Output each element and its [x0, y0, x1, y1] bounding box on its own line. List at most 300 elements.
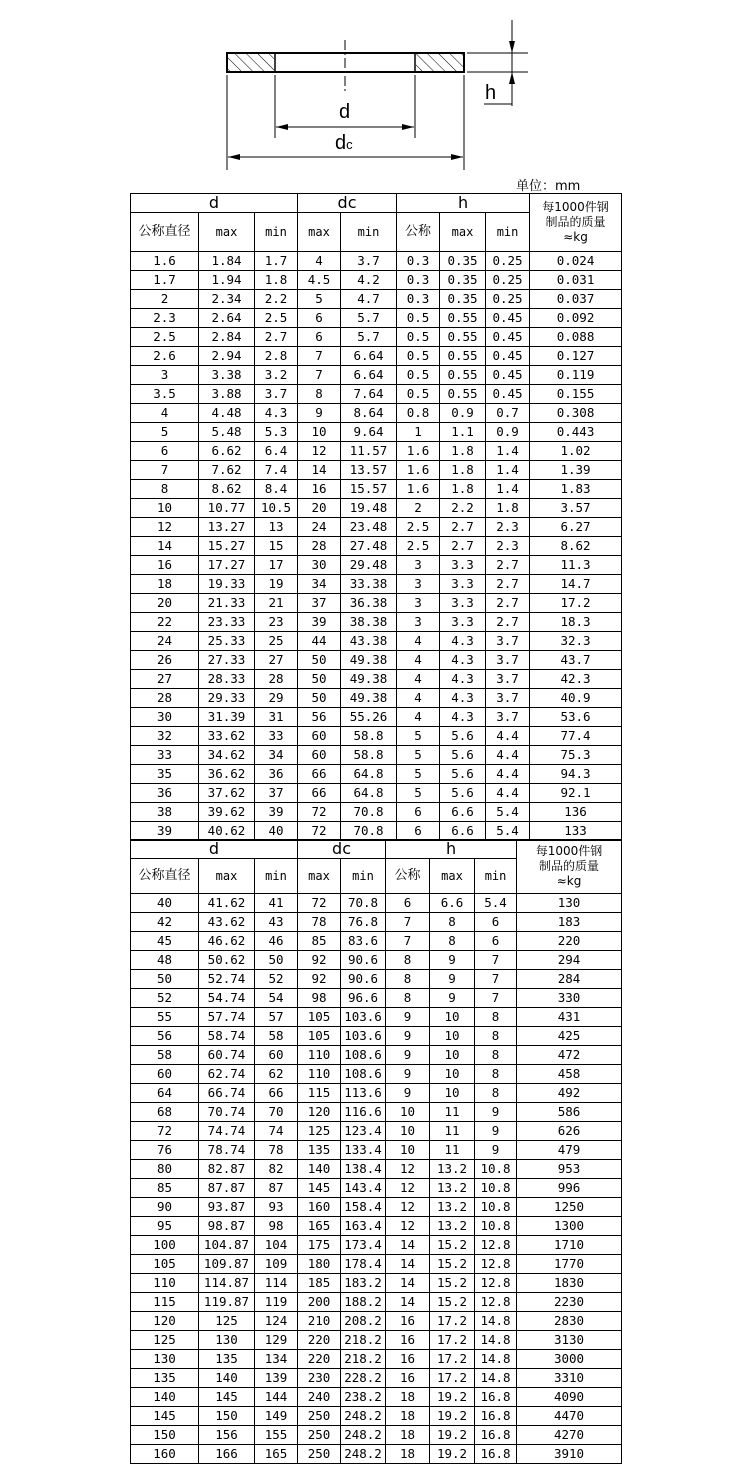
table-cell: 32.3 [530, 632, 622, 651]
table-cell: 10 [430, 1008, 475, 1027]
table-cell: 6.64 [341, 366, 397, 385]
table-row [131, 1198, 622, 1217]
washer-drawing [0, 0, 750, 192]
table-cell: 90 [131, 1198, 199, 1217]
table-cell: 98 [255, 1217, 298, 1236]
table-cell: 72 [298, 803, 341, 822]
table-cell: 2.6 [131, 347, 199, 366]
table-cell: 14 [131, 537, 199, 556]
table-cell: 16 [386, 1331, 430, 1350]
washer-table-2 [130, 839, 622, 1464]
table-cell: 6 [131, 442, 199, 461]
table-cell: 9 [386, 1046, 430, 1065]
table-cell: 185 [298, 1274, 341, 1293]
table-cell: 3.3 [440, 594, 486, 613]
table-cell: 17.2 [430, 1369, 475, 1388]
table-cell: 2.64 [199, 309, 255, 328]
table-cell: 2.34 [199, 290, 255, 309]
table-cell: 5.4 [486, 803, 530, 822]
table-cell: 183.2 [341, 1274, 386, 1293]
table-cell: 70.8 [341, 894, 386, 913]
table-cell: 13.2 [430, 1160, 475, 1179]
table-cell: 11 [430, 1141, 475, 1160]
table-cell: 1.8 [255, 271, 298, 290]
table-cell: 1300 [517, 1217, 622, 1236]
table-cell: 2 [131, 290, 199, 309]
header-h-nominal: 公称 [386, 859, 430, 894]
table-cell: 34.62 [199, 746, 255, 765]
table-cell: 17.2 [430, 1312, 475, 1331]
table-cell: 2.2 [255, 290, 298, 309]
table-cell: 1.4 [486, 442, 530, 461]
table-cell: 34 [255, 746, 298, 765]
table-cell: 144 [255, 1388, 298, 1407]
table-row [131, 1331, 622, 1350]
table-cell: 149 [255, 1407, 298, 1426]
table-row [131, 1160, 622, 1179]
table-cell: 37 [255, 784, 298, 803]
table-cell: 0.031 [530, 271, 622, 290]
table-row [131, 989, 622, 1008]
table-cell: 37.62 [199, 784, 255, 803]
table-cell: 93 [255, 1198, 298, 1217]
table-row [131, 537, 622, 556]
table-row [131, 252, 622, 271]
table-cell: 0.55 [440, 328, 486, 347]
table-cell: 218.2 [341, 1350, 386, 1369]
table-cell: 11.3 [530, 556, 622, 575]
table-row [131, 309, 622, 328]
table-cell: 35 [131, 765, 199, 784]
table-cell: 23.48 [341, 518, 397, 537]
table-cell: 1.83 [530, 480, 622, 499]
table-cell: 36.38 [341, 594, 397, 613]
table-cell: 4.48 [199, 404, 255, 423]
table-cell: 133 [530, 822, 622, 841]
table-cell: 43.62 [199, 913, 255, 932]
table-cell: 16.8 [475, 1407, 517, 1426]
table-row [131, 632, 622, 651]
table-cell: 10 [430, 1046, 475, 1065]
table-cell: 36 [255, 765, 298, 784]
table-cell: 2.3 [131, 309, 199, 328]
table-cell: 10 [131, 499, 199, 518]
header-nominal-d: 公称直径 [131, 859, 199, 894]
table-cell: 9 [386, 1065, 430, 1084]
table-cell: 60 [255, 1046, 298, 1065]
table-cell: 12.8 [475, 1236, 517, 1255]
header-d: d [131, 194, 298, 213]
table-row [131, 689, 622, 708]
table-cell: 105 [298, 1008, 341, 1027]
table-cell: 22 [131, 613, 199, 632]
table-cell: 1.84 [199, 252, 255, 271]
table-cell: 33.38 [341, 575, 397, 594]
table-cell: 12.8 [475, 1293, 517, 1312]
table-cell: 58.8 [341, 746, 397, 765]
table-cell: 15.57 [341, 480, 397, 499]
table-cell: 15.2 [430, 1236, 475, 1255]
table-cell: 92.1 [530, 784, 622, 803]
table-cell: 0.25 [486, 290, 530, 309]
table-cell: 3310 [517, 1369, 622, 1388]
table-cell: 14.8 [475, 1331, 517, 1350]
table-cell: 626 [517, 1122, 622, 1141]
table-cell: 425 [517, 1027, 622, 1046]
table-cell: 220 [517, 932, 622, 951]
table-cell: 15.2 [430, 1293, 475, 1312]
table-cell: 58 [131, 1046, 199, 1065]
table-cell: 76.8 [341, 913, 386, 932]
table-cell: 4.7 [341, 290, 397, 309]
table-cell: 12.8 [475, 1255, 517, 1274]
table-cell: 16.8 [475, 1445, 517, 1464]
table-cell: 1250 [517, 1198, 622, 1217]
header-dc-min: min [341, 859, 386, 894]
table-cell: 38 [131, 803, 199, 822]
table-cell: 40 [131, 894, 199, 913]
table-cell: 43.38 [341, 632, 397, 651]
table-cell: 1.6 [131, 252, 199, 271]
table-cell: 330 [517, 989, 622, 1008]
table-cell: 4.5 [298, 271, 341, 290]
header-h-min: min [475, 859, 517, 894]
table-cell: 14 [386, 1274, 430, 1293]
table-cell: 11.57 [341, 442, 397, 461]
table-cell: 45 [131, 932, 199, 951]
table-row [131, 784, 622, 803]
table-cell: 98.87 [199, 1217, 255, 1236]
table-row [131, 423, 622, 442]
header-h: h [386, 840, 517, 859]
table-row [131, 670, 622, 689]
table-cell: 77.4 [530, 727, 622, 746]
table-cell: 66 [298, 765, 341, 784]
table-cell: 7 [131, 461, 199, 480]
table-cell: 20 [131, 594, 199, 613]
table-row [131, 1065, 622, 1084]
table-cell: 0.45 [486, 328, 530, 347]
table-cell: 3.7 [486, 632, 530, 651]
table-cell: 4.3 [440, 708, 486, 727]
table-cell: 3.7 [341, 252, 397, 271]
table-cell: 4.3 [440, 651, 486, 670]
table-row [131, 556, 622, 575]
header-d: d [131, 840, 298, 859]
table-cell: 49.38 [341, 670, 397, 689]
table-cell: 24 [298, 518, 341, 537]
table-cell: 123.4 [341, 1122, 386, 1141]
table-row [131, 651, 622, 670]
table-cell: 5 [397, 746, 440, 765]
table-cell: 108.6 [341, 1046, 386, 1065]
table-cell: 124 [255, 1312, 298, 1331]
table-cell: 0.5 [397, 328, 440, 347]
table-cell: 13.2 [430, 1179, 475, 1198]
table-cell: 0.55 [440, 347, 486, 366]
table-cell: 220 [298, 1331, 341, 1350]
table-cell: 10.77 [199, 499, 255, 518]
table-cell: 64.8 [341, 765, 397, 784]
table-cell: 0.092 [530, 309, 622, 328]
table-row [131, 1084, 622, 1103]
table-cell: 0.45 [486, 385, 530, 404]
table-cell: 3.7 [486, 689, 530, 708]
table-cell: 183 [517, 913, 622, 932]
table-cell: 30 [298, 556, 341, 575]
table-cell: 4.3 [440, 670, 486, 689]
table-cell: 10 [430, 1065, 475, 1084]
table-cell: 125 [131, 1331, 199, 1350]
table-cell: 14.8 [475, 1312, 517, 1331]
table-cell: 3.57 [530, 499, 622, 518]
table-cell: 17.2 [530, 594, 622, 613]
table-cell: 953 [517, 1160, 622, 1179]
table-cell: 134 [255, 1350, 298, 1369]
table-cell: 1.8 [440, 442, 486, 461]
table-cell: 83.6 [341, 932, 386, 951]
washer-hatch-right [416, 54, 463, 71]
table-cell: 50 [298, 689, 341, 708]
table-cell: 119.87 [199, 1293, 255, 1312]
table-cell: 56 [131, 1027, 199, 1046]
table-cell: 0.119 [530, 366, 622, 385]
table-row [131, 404, 622, 423]
table-cell: 27 [131, 670, 199, 689]
dc-label: dc [335, 132, 353, 154]
table-cell: 16 [386, 1350, 430, 1369]
table-cell: 15 [255, 537, 298, 556]
table-cell: 80 [131, 1160, 199, 1179]
table-cell: 7 [386, 932, 430, 951]
table-cell: 72 [298, 894, 341, 913]
table-cell: 9 [430, 951, 475, 970]
table-row [131, 1236, 622, 1255]
table-cell: 16 [386, 1312, 430, 1331]
table-cell: 36 [131, 784, 199, 803]
table-cell: 26 [131, 651, 199, 670]
table-row [131, 385, 622, 404]
table-cell: 1.6 [397, 480, 440, 499]
header-dc-max: max [298, 859, 341, 894]
table-cell: 103.6 [341, 1027, 386, 1046]
table-cell: 7 [475, 970, 517, 989]
table-cell: 14 [386, 1293, 430, 1312]
table-cell: 28.33 [199, 670, 255, 689]
table-cell: 27.48 [341, 537, 397, 556]
table-cell: 19.33 [199, 575, 255, 594]
table-cell: 8 [430, 932, 475, 951]
table-cell: 7.64 [341, 385, 397, 404]
table-cell: 19.2 [430, 1407, 475, 1426]
table-cell: 2.7 [486, 613, 530, 632]
table-cell: 160 [131, 1445, 199, 1464]
table-cell: 6.6 [430, 894, 475, 913]
table-cell: 12 [386, 1160, 430, 1179]
table-cell: 20 [298, 499, 341, 518]
table-cell: 3 [397, 556, 440, 575]
table-cell: 130 [131, 1350, 199, 1369]
table-cell: 74.74 [199, 1122, 255, 1141]
table-cell: 19.2 [430, 1445, 475, 1464]
table-cell: 90.6 [341, 951, 386, 970]
table-cell: 14 [386, 1236, 430, 1255]
table-cell: 135 [199, 1350, 255, 1369]
table-cell: 58.8 [341, 727, 397, 746]
table-cell: 1.7 [255, 252, 298, 271]
table-cell: 8 [386, 989, 430, 1008]
table-cell: 0.55 [440, 385, 486, 404]
table-cell: 3.88 [199, 385, 255, 404]
table-cell: 135 [298, 1141, 341, 1160]
table-cell: 30 [131, 708, 199, 727]
table-cell: 92 [298, 951, 341, 970]
table-cell: 18.3 [530, 613, 622, 632]
table-cell: 49.38 [341, 651, 397, 670]
table-cell: 93.87 [199, 1198, 255, 1217]
table-cell: 23 [255, 613, 298, 632]
table-cell: 2.94 [199, 347, 255, 366]
table-row [131, 328, 622, 347]
table-cell: 3.7 [255, 385, 298, 404]
table-cell: 0.037 [530, 290, 622, 309]
table-row [131, 442, 622, 461]
table-cell: 36.62 [199, 765, 255, 784]
table-cell: 9 [430, 989, 475, 1008]
table-cell: 7 [298, 347, 341, 366]
table-cell: 4 [131, 404, 199, 423]
table-cell: 42 [131, 913, 199, 932]
table-cell: 120 [298, 1103, 341, 1122]
table-cell: 0.308 [530, 404, 622, 423]
table-cell: 12 [298, 442, 341, 461]
table-cell: 0.8 [397, 404, 440, 423]
table-cell: 0.45 [486, 347, 530, 366]
table-cell: 145 [131, 1407, 199, 1426]
table-cell: 492 [517, 1084, 622, 1103]
table-cell: 62 [255, 1065, 298, 1084]
header-dc: dc [298, 194, 397, 213]
table-cell: 1710 [517, 1236, 622, 1255]
table-cell: 54 [255, 989, 298, 1008]
table-cell: 68 [131, 1103, 199, 1122]
table-cell: 165 [298, 1217, 341, 1236]
table-cell: 74 [255, 1122, 298, 1141]
table-cell: 2.7 [486, 594, 530, 613]
table-row [131, 727, 622, 746]
table-cell: 33 [255, 727, 298, 746]
table-cell: 8 [475, 1008, 517, 1027]
table-cell: 150 [199, 1407, 255, 1426]
table-cell: 4.4 [486, 784, 530, 803]
table-cell: 8 [131, 480, 199, 499]
table-cell: 4.4 [486, 727, 530, 746]
table-cell: 1.4 [486, 480, 530, 499]
table-cell: 431 [517, 1008, 622, 1027]
header-d-min: min [255, 859, 298, 894]
table-cell: 25.33 [199, 632, 255, 651]
table-cell: 17 [255, 556, 298, 575]
table-cell: 8 [475, 1084, 517, 1103]
table-cell: 2830 [517, 1312, 622, 1331]
washer-hatch-left [228, 54, 274, 71]
table-cell: 110 [298, 1046, 341, 1065]
table-cell: 5.48 [199, 423, 255, 442]
table-cell: 3130 [517, 1331, 622, 1350]
table-cell: 15.2 [430, 1255, 475, 1274]
table-cell: 9 [298, 404, 341, 423]
table-cell: 140 [199, 1369, 255, 1388]
table-cell: 230 [298, 1369, 341, 1388]
table-cell: 10 [430, 1027, 475, 1046]
table-cell: 178.4 [341, 1255, 386, 1274]
table-row [131, 746, 622, 765]
table-cell: 41.62 [199, 894, 255, 913]
table-cell: 105 [298, 1027, 341, 1046]
table-cell: 66.74 [199, 1084, 255, 1103]
table-cell: 32 [131, 727, 199, 746]
table-row [131, 480, 622, 499]
table-row [131, 1103, 622, 1122]
table-cell: 173.4 [341, 1236, 386, 1255]
table-row [131, 613, 622, 632]
header-d-max: max [199, 213, 255, 252]
table-row [131, 951, 622, 970]
table-cell: 9 [475, 1122, 517, 1141]
table-cell: 57 [255, 1008, 298, 1027]
table-cell: 78 [298, 913, 341, 932]
table-cell: 27.33 [199, 651, 255, 670]
table-cell: 0.5 [397, 347, 440, 366]
table-row [131, 499, 622, 518]
table-cell: 43 [255, 913, 298, 932]
table-cell: 2.8 [255, 347, 298, 366]
table-cell: 5 [397, 784, 440, 803]
table-cell: 114.87 [199, 1274, 255, 1293]
table-cell: 139 [255, 1369, 298, 1388]
table-cell: 104.87 [199, 1236, 255, 1255]
table-cell: 10.8 [475, 1160, 517, 1179]
table-cell: 85 [298, 932, 341, 951]
table-cell: 60 [131, 1065, 199, 1084]
table-1-body [131, 252, 622, 841]
table-cell: 78.74 [199, 1141, 255, 1160]
table-cell: 13.27 [199, 518, 255, 537]
table-cell: 8 [298, 385, 341, 404]
table-cell: 44 [298, 632, 341, 651]
table-cell: 13.57 [341, 461, 397, 480]
table-cell: 0.35 [440, 271, 486, 290]
table-cell: 57.74 [199, 1008, 255, 1027]
table-cell: 11 [430, 1122, 475, 1141]
table-cell: 586 [517, 1103, 622, 1122]
table-row [131, 970, 622, 989]
table-cell: 14 [386, 1255, 430, 1274]
table-cell: 0.35 [440, 252, 486, 271]
table-cell: 6.6 [440, 822, 486, 841]
table-cell: 210 [298, 1312, 341, 1331]
table-cell: 0.25 [486, 271, 530, 290]
table-cell: 218.2 [341, 1331, 386, 1350]
table-cell: 4 [397, 670, 440, 689]
table-cell: 10 [386, 1122, 430, 1141]
table-cell: 158.4 [341, 1198, 386, 1217]
table-cell: 180 [298, 1255, 341, 1274]
table-cell: 9 [430, 970, 475, 989]
table-cell: 56 [298, 708, 341, 727]
table-cell: 105 [131, 1255, 199, 1274]
table-cell: 18 [386, 1445, 430, 1464]
